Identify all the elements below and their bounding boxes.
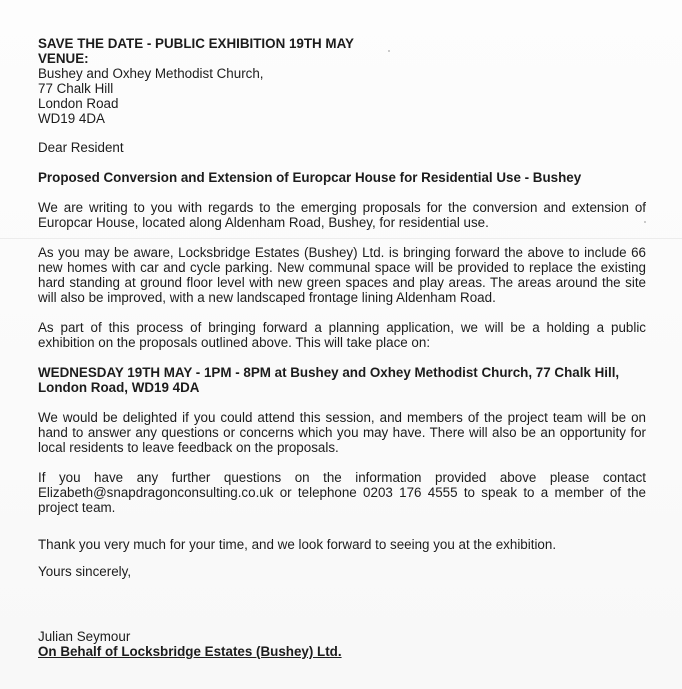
letter-header (38, 36, 646, 126)
contact-text: If you have any further questions on the information provided above please contact (38, 470, 646, 485)
paragraph-exhibition: As part of this process of bringing forward a planning application, we will be a holding a public exhibition on the proposals outlined above. This will take place on: (38, 320, 646, 350)
venue-line: 77 Chalk Hill (38, 81, 114, 96)
closing: Yours sincerely, (38, 564, 132, 579)
letter-subject: Proposed Conversion and Extension of Europcar House for Residential Use - Bushey (38, 170, 582, 185)
on-behalf-line: On Behalf of Locksbridge Estates (Bushey) Ltd. (38, 644, 342, 659)
venue-label: VENUE: (38, 51, 89, 66)
paragraph-proposal: As you may be aware, Locksbridge Estates (Bushey) Ltd. is bringing forward the above to include 66 new homes with car and cycle parking. New communal space will be provided to replace the existing hard standing at ground floor level with new green spaces and play areas. The areas around the site will also be improved, with a new landscaped frontage lining Aldenham Road. (38, 245, 646, 305)
contact-email: Elizabeth@snapdragonconsulting.co.uk (38, 485, 274, 500)
thanks-line: Thank you very much for your time, and we look forward to seeing you at the exhibition. (38, 537, 557, 552)
venue-line: Bushey and Oxhey Methodist Church, (38, 66, 264, 81)
salutation: Dear Resident (38, 140, 124, 155)
paragraph-intro: We are writing to you with regards to the emerging proposals for the conversion and extension of Europcar House, located along Aldenham Road, Bushey, for residential use. (38, 200, 646, 230)
paragraph-invitation: We would be delighted if you could attend this session, and members of the project team will be on hand to answer any questions or concerns which you may have. There will also be an opportunity for local residents to leave feedback on the proposals. (38, 410, 646, 455)
venue-line: London Road (38, 96, 119, 111)
signatory-name: Julian Seymour (38, 629, 131, 644)
paragraph-contact (38, 470, 646, 515)
save-the-date-heading: SAVE THE DATE - PUBLIC EXHIBITION 19TH MAY (38, 36, 354, 51)
venue-line: WD19 4DA (38, 111, 105, 126)
letter-body (38, 36, 646, 659)
event-details: WEDNESDAY 19TH MAY - 1PM - 8PM at Bushey and Oxhey Methodist Church, 77 Chalk Hill, London Road, WD19 4DA (38, 365, 620, 395)
contact-phone-text: or telephone 0203 176 4555 to speak to a member of the project team. (38, 485, 646, 515)
